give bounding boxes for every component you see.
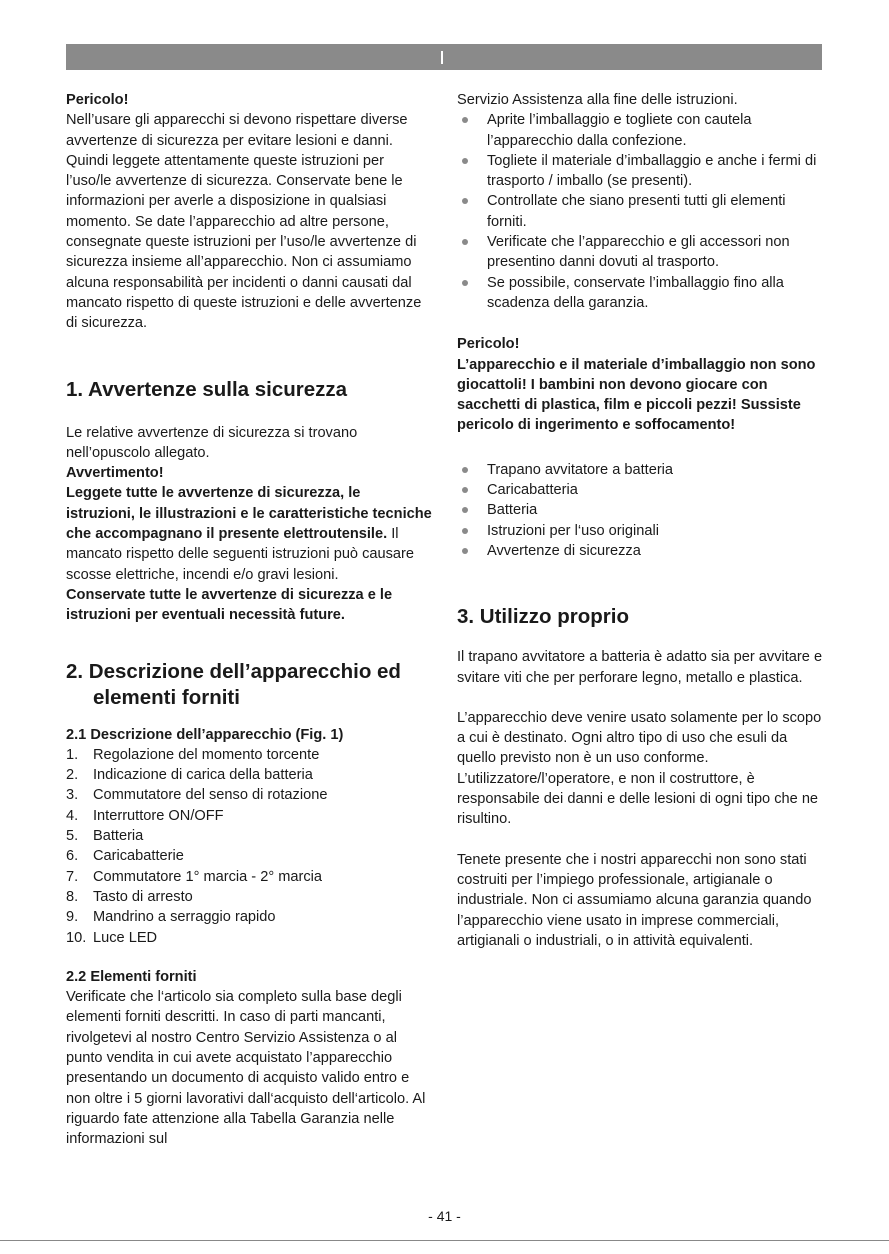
bullet-icon [457, 232, 487, 273]
item-text: Se possibile, conservate l’imballaggio fino alla scadenza della garanzia. [487, 274, 784, 311]
subsection-21-title: 2.1 Descrizione dell’apparecchio (Fig. 1) [66, 726, 344, 743]
item-text: Commutatore del senso di rotazione [93, 787, 328, 804]
list-item [457, 541, 825, 561]
subsection-22-title: 2.2 Elementi forniti [66, 968, 197, 985]
item-text: Trapano avvitatore a batteria [487, 461, 674, 478]
item-text: Avvertenze di sicurezza [487, 542, 641, 559]
bullet-icon [457, 151, 487, 192]
bullet-icon [457, 500, 487, 520]
bullet-icon [457, 110, 487, 151]
subsection-22-body: Verificate che l‘articolo sia completo sulla base degli elementi forniti descritti. In caso di parti mancanti, rivolgetevi al nostro Centro Servizio Assistenza o al punto vendita in cui avete acquistato l’apparecchio presentando un documento di acquisto valido entro e non oltre i 5 giorni lavorativi dall‘acquisto dell‘articolo. Al riguardo fate attenzione alla Tabella Garanzia nelle informazioni sul [66, 989, 426, 1148]
item-text: Caricabatterie [93, 848, 184, 865]
list-item [457, 191, 825, 232]
section3-paragraph-1: Il trapano avvitatore a batteria è adatto sia per avvitare e svitare viti che per perforare legno, metallo e plastica. [457, 649, 823, 686]
section1-title: 1. Avvertenze sulla sicurezza [66, 377, 348, 401]
bullet-icon [457, 273, 487, 314]
list-item [457, 500, 825, 520]
bottom-rule [0, 1240, 889, 1241]
section1-body: Le relative avvertenze di sicurezza si trovano nell’opuscolo allegato. [66, 424, 358, 461]
danger2-title: Pericolo! [457, 336, 520, 353]
item-number: 1. [66, 746, 79, 763]
section3-paragraph-3: Tenete presente che i nostri apparecchi non sono stati costruiti per l’impiego professionale, artigianale o industriale. Non ci assumiamo alcuna garanzia quando l’apparecchio viene usato in imprese commerciali, artigianali o industriali, o in attività equivalenti. [457, 851, 812, 949]
list-item [66, 846, 432, 866]
bullet-icon [457, 541, 487, 561]
item-text: Interruttore ON/OFF [93, 807, 224, 824]
item-text: Istruzioni per l‘uso originali [487, 522, 659, 539]
list-item [457, 521, 825, 541]
item-text: Batteria [487, 502, 538, 519]
item-number: 5. [66, 828, 79, 845]
item-text: Mandrino a serraggio rapido [93, 909, 276, 926]
continued-text: Servizio Assistenza alla fine delle istruzioni. [457, 92, 738, 108]
bullet-icon [457, 521, 487, 541]
list-item [66, 887, 432, 907]
item-number: 8. [66, 888, 79, 905]
danger-body: Nell’usare gli apparecchi si devono rispettare diverse avvertenze di sicurezza per evitare lesioni e danni. Quindi leggete attentamente queste istruzioni per l’uso/le avvertenze di sicurezza. Conservate bene le informazioni per averle a disposizione in qualsiasi momento. Se date l’apparecchio ad altre persone, consegnate queste istruzioni per l’uso/le avvertenze di sicurezza insieme all’apparecchio. Non ci assumiamo alcuna responsabilità per incidenti o danni causati dal mancato rispetto di queste istruzioni e delle avvertenze di sicurezza. [66, 112, 422, 332]
item-text: Aprite l’imballaggio e togliete con cautela l’apparecchio dalla confezione. [487, 112, 752, 149]
left-column [66, 90, 432, 1149]
danger-title: Pericolo! [66, 92, 129, 108]
item-number: 9. [66, 909, 79, 926]
list-item [66, 907, 432, 927]
item-number: 6. [66, 848, 79, 865]
list-item [66, 806, 432, 826]
danger2-body: L’apparecchio e il materiale d’imballaggio non sono giocattoli! I bambini non devono giocare con sacchetti di plastica, film e piccoli pezzi! Sussiste pericolo di ingerimento e soffocamento! [457, 356, 816, 434]
page-number: - 41 - [428, 1208, 461, 1224]
bullet-icon [457, 460, 487, 480]
list-item [66, 745, 432, 765]
list-item [66, 928, 432, 948]
list-item [66, 765, 432, 785]
section3-paragraph-2: L’apparecchio deve venire usato solamente per lo scopo a cui è destinato. Ogni altro tipo di uso che esuli da quello previsto non è un uso conforme. L’utilizzatore/l’operatore, e non il costruttore, è responsabile dei danni e delle lesioni di ogni tipo che ne risultino. [457, 709, 822, 828]
item-text: Controllate che siano presenti tutti gli elementi forniti. [487, 193, 786, 230]
list-item [457, 460, 825, 480]
section2-title-line1: 2. Descrizione dell’apparecchio ed [66, 659, 401, 683]
keep-instructions-text: Conservate tutte le avvertenze di sicurezza e le istruzioni per eventuali necessità future. [66, 586, 393, 624]
list-item [457, 480, 825, 500]
item-text: Regolazione del momento torcente [93, 746, 320, 763]
item-text: Verificate che l’apparecchio e gli accessori non presentino danni dovuti al trasporto. [487, 234, 790, 271]
item-number: 2. [66, 767, 79, 784]
item-text: Luce LED [93, 929, 158, 946]
item-number: 4. [66, 807, 79, 824]
right-column [457, 90, 825, 951]
unpacking-list [457, 110, 825, 313]
warning-normal-text: Il mancato rispetto delle seguenti istruzioni può causare scosse elettriche, incendi e/o gravi lesioni. [66, 526, 415, 583]
item-number: 7. [66, 868, 79, 885]
item-text: Commutatore 1° marcia - 2° marcia [93, 868, 323, 885]
warning-bold-text: Leggete tutte le avvertenze di sicurezza, le istruzioni, le illustrazioni e le caratteristiche tecniche che accompagnano il presente elettroutensile. [66, 485, 432, 543]
warning-title: Avvertimento! [66, 465, 164, 482]
item-text: Indicazione di carica della batteria [93, 767, 313, 784]
item-text: Batteria [93, 828, 144, 845]
item-number: 10. [66, 929, 87, 946]
header-divider [441, 51, 443, 64]
section2-title-line2: elementi forniti [93, 685, 240, 709]
bullet-icon [457, 191, 487, 232]
parts-list [66, 745, 432, 948]
supplied-items-list [457, 460, 825, 561]
item-text: Caricabatteria [487, 482, 578, 499]
list-item [457, 273, 825, 314]
item-text: Tasto di arresto [93, 888, 193, 905]
warning-paragraph [66, 483, 432, 584]
list-item [457, 151, 825, 192]
list-item [457, 232, 825, 273]
item-number: 3. [66, 787, 79, 804]
header-bar [66, 44, 822, 70]
list-item [66, 826, 432, 846]
section3-title: 3. Utilizzo proprio [457, 605, 629, 629]
list-item [66, 867, 432, 887]
bullet-icon [457, 480, 487, 500]
item-text: Togliete il materiale d’imballaggio e anche i fermi di trasporto / imballo (se presenti). [487, 152, 817, 190]
list-item [457, 110, 825, 151]
list-item [66, 785, 432, 805]
